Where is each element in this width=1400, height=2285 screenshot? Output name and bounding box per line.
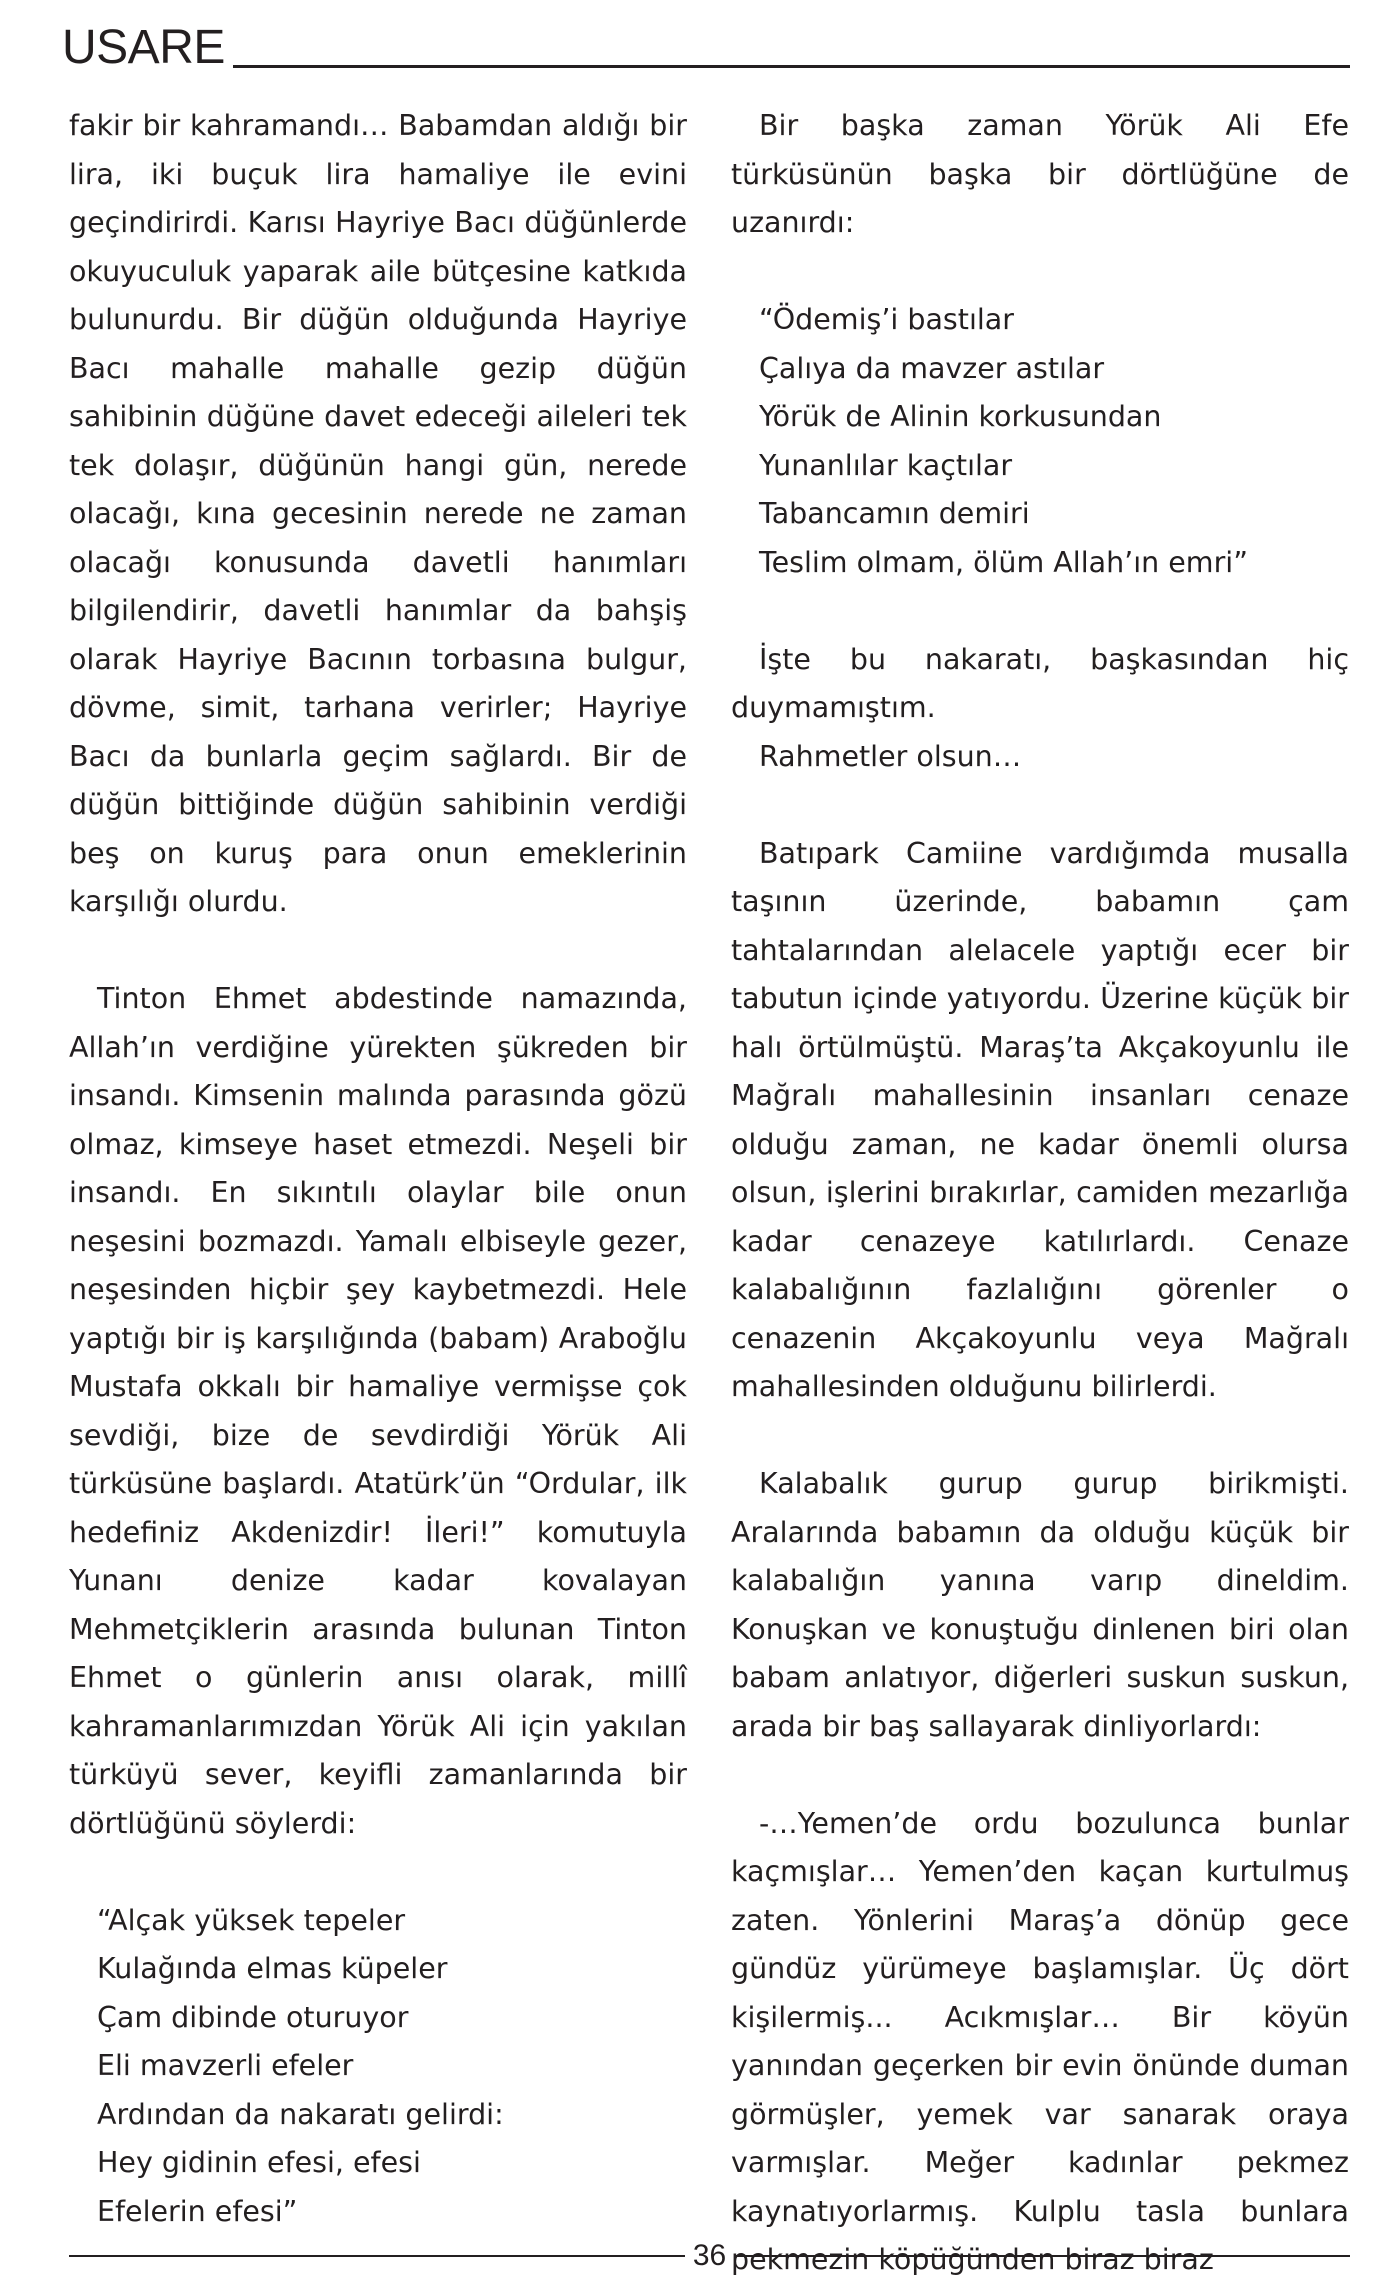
- magazine-title: USARE: [62, 21, 225, 74]
- header-rule: [233, 65, 1350, 68]
- paragraph-gap: [69, 1848, 687, 1897]
- paragraph-gap: [731, 587, 1349, 636]
- left-paragraph-2: Tinton Ehmet abdestinde namazında, Allah’ın verdiğine yürekten şükreden bir insandı. Kimsenin malında parasında gözü olmaz, kimseye haset etmezdi. Neşeli bir insandı. En sıkıntılı olaylar bile onun neşesini bozmazdı. Yamalı elbiseyle gezer, neşesinden hiçbir şey kaybetmezdi. Hele yaptığı bir iş karşılığında (babam) Araboğlu Mustafa okkalı bir hamaliye vermişse çok sevdiği, bize de sevdirdiği Yörük Ali türküsüne başlardı. Atatürk’ün “Ordular, ilk hedefiniz Akdenizdir! İleri!” komutuyla Yunanı denize kadar kovalayan Mehmetçiklerin arasında bulunan Tinton Ehmet o günlerin anısı olarak, millî kahramanlarımızdan Yörük Ali için yakılan türküyü sever, keyifli zamanlarında bir dörtlüğünü söylerdi:: [69, 982, 687, 1840]
- footer-rule-right: [734, 2255, 1350, 2257]
- paragraph-gap: [731, 1751, 1349, 1800]
- paragraph-gap: [731, 1412, 1349, 1461]
- right-paragraph-6: -…Yemen’de ordu bozulunca bunlar kaçmışlar… Yemen’den kaçan kurtulmuş zaten. Yönlerini Maraş’a dönüp gece gündüz yürümeye başlamışlar. Üç dört kişilermiş... Acıkmışlar… Bir köyün yanından geçerken bir evin önünde duman görmüşler, yemek var sanarak oraya varmışlar. Meğer kadınlar pekmez kaynatıyorlarmış. Kulplu tasla bunlara pekmezin köpüğünden biraz biraz: [731, 1806, 1349, 2276]
- right-verse: “Ödemiş’i bastılar Çalıya da mavzer astılar Yörük de Alinin korkusundan Yunanlılar kaçtılar Tabancamın demiri Teslim olmam, ölüm Allah’ın emri”: [759, 303, 1248, 579]
- paragraph-gap: [731, 248, 1349, 297]
- left-verse: “Alçak yüksek tepeler Kulağında elmas küpeler Çam dibinde oturuyor Eli mavzerli efeler Ardından da nakaratı gelirdi: Hey gidinin efesi, efesi Efelerin efesi”: [97, 1903, 504, 2228]
- paragraph-gap: [731, 781, 1349, 830]
- right-paragraph-5: Kalabalık gurup gurup birikmişti. Aralarında babamın da olduğu küçük bir kalabalığın yanına varıp dineldim. Konuşkan ve konuştuğu dinlenen biri olan babam anlatıyor, diğerleri suskun suskun, arada bir baş sallayarak dinliyorlardı:: [731, 1467, 1349, 1743]
- paragraph-gap: [69, 927, 687, 976]
- right-column: [731, 102, 1349, 2285]
- right-paragraph-3: Rahmetler olsun…: [759, 739, 1022, 773]
- right-paragraph-2: İşte bu nakaratı, başkasından hiç duymamıştım.: [731, 642, 1349, 724]
- left-paragraph-1: fakir bir kahramandı… Babamdan aldığı bir lira, iki buçuk lira hamaliye ile evini geçindirirdi. Karısı Hayriye Bacı düğünlerde okuyuculuk yaparak aile bütçesine katkıda bulunurdu. Bir düğün olduğunda Hayriye Bacı mahalle mahalle gezip düğün sahibinin düğüne davet edeceği aileleri tek tek dolaşır, düğünün hangi gün, nerede olacağı, kına gecesinin nerede ne zaman olacağı konusunda davetli hanımları bilgilendirir, davetli hanımlar da bahşiş olarak Hayriye Bacının torbasına bulgur, dövme, simit, tarhana verirler; Hayriye Bacı da bunlarla geçim sağlardı. Bir de düğün bittiğinde düğün sahibinin verdiği beş on kuruş para onun emeklerinin karşılığı olurdu.: [69, 109, 687, 918]
- page-number: 36: [692, 2239, 727, 2272]
- page-header: [62, 22, 1350, 72]
- left-column: [69, 102, 687, 2236]
- right-paragraph-1: Bir başka zaman Yörük Ali Efe türküsünün başka bir dörtlüğüne de uzanırdı:: [731, 109, 1349, 239]
- right-paragraph-4: Batıpark Camiine vardığımda musalla taşının üzerinde, babamın çam tahtalarından alelacele yaptığı ecer bir tabutun içinde yatıyordu. Üzerine küçük bir halı örtülmüştü. Maraş’ta Akçakoyunlu ile Mağralı mahallesinin insanları cenaze olduğu zaman, ne kadar önemli olursa olsun, işlerini bırakırlar, camiden mezarlığa kadar cenazeye katılırlardı. Cenaze kalabalığının fazlalığını görenler o cenazenin Akçakoyunlu veya Mağralı mahallesinden olduğunu bilirlerdi.: [731, 836, 1349, 1403]
- footer-rule-left: [69, 2255, 685, 2257]
